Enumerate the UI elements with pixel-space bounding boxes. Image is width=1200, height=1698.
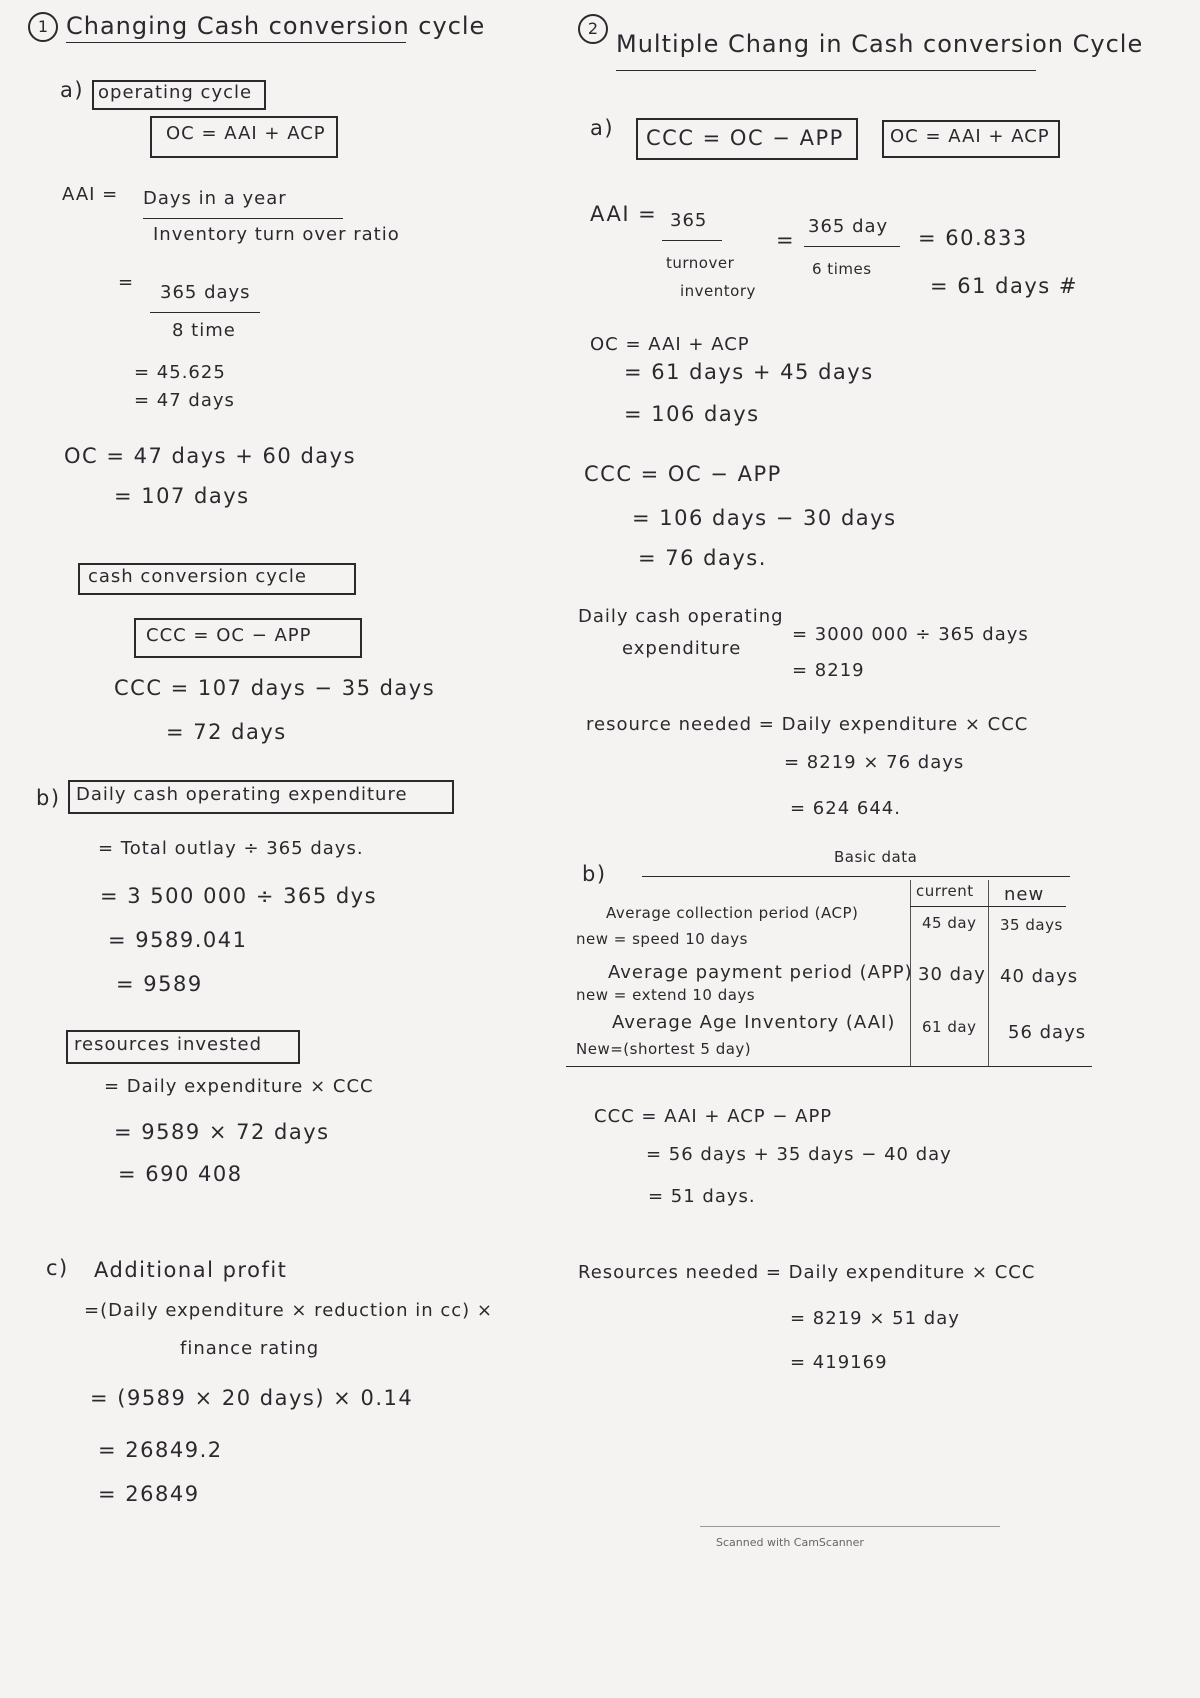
row2-current: 30 day [918,964,986,985]
resources-line-3: = 690 408 [118,1162,243,1186]
oc-calc-line-1: OC = 47 days + 60 days [64,444,357,468]
daily-cash-label-2: expenditure [622,638,742,659]
aai-denominator-2: inventory [680,282,756,300]
daily-cash-label-1: Daily cash operating [578,606,784,627]
ccc-formula: CCC = OC − APP [146,625,312,646]
daily-cash-value-2: = 8219 [792,660,865,681]
aai-label: AAI = [590,202,658,226]
ccc2-line-1: CCC = AAI + ACP − APP [594,1106,833,1127]
resources-line-1: = Daily expenditure × CCC [104,1076,374,1097]
table-top-rule [642,876,1070,877]
right-title: Multiple Chang in Cash conversion Cycle [616,30,1144,58]
part-b-label: b) [36,786,61,810]
question-number-circle [578,14,608,44]
resources-line-2: = 9589 × 72 days [114,1120,330,1144]
equals-sign: = [118,272,135,293]
part-a-label: a) [590,116,615,140]
resource-needed-line-3: = 624 644. [790,798,901,819]
row1-note: new = speed 10 days [576,930,748,948]
ccc-formula: CCC = OC − APP [646,126,844,150]
ccc-calc-line-2: = 72 days [166,720,287,744]
aai-numerator-2: 365 day [808,216,889,237]
question-number: 2 [587,19,599,38]
oc-calc-line-2: = 107 days [114,484,250,508]
daily-expenditure-heading: Daily cash operating expenditure [76,784,408,805]
resources2-line-3: = 419169 [790,1352,888,1373]
oc-calc-line-3: = 106 days [624,402,760,426]
oc-formula: OC = AAI + ACP [166,123,326,144]
col-current-header: current [916,882,974,900]
table-bottom-rule [566,1066,1092,1067]
daily-expenditure-line-4: = 9589 [116,972,203,996]
oc-calc-line-1: OC = AAI + ACP [590,334,750,355]
row3-note: New=(shortest 5 day) [576,1040,752,1058]
aai-result-2: = 47 days [134,390,235,411]
additional-profit-line-5: = 26849 [98,1482,200,1506]
part-a-label: a) [60,78,85,102]
row2-note: new = extend 10 days [576,986,756,1004]
row2-new: 40 days [1000,966,1079,987]
row1-new: 35 days [1000,916,1063,934]
footer-rule [700,1526,1000,1527]
aai-denominator-1: turnover [666,254,735,272]
additional-profit-line-4: = 26849.2 [98,1438,223,1462]
aai-denominator-3: 6 times [812,260,872,278]
days-denominator: 8 time [172,320,236,341]
fraction-bar [150,312,260,313]
table-col-divider [988,880,989,1066]
ccc-calc-line-2: = 106 days − 30 days [632,506,897,530]
additional-profit-line-2: finance rating [180,1338,320,1359]
resources2-line-2: = 8219 × 51 day [790,1308,960,1329]
question-number: 1 [37,17,49,36]
aai-result-1: = 45.625 [134,362,226,383]
resource-needed-line-1: resource needed = Daily expenditure × CCC [586,714,1029,735]
ccc-calc-line-3: = 76 days. [638,546,767,570]
part-b-label: b) [582,862,607,886]
ccc2-line-3: = 51 days. [648,1186,756,1207]
row2-label: Average payment period (APP) [608,962,913,983]
fraction-bar [662,240,722,241]
fraction-bar [143,218,343,219]
aai-numerator: Days in a year [143,188,287,209]
aai-denominator: Inventory turn over ratio [153,224,400,245]
ccc2-line-2: = 56 days + 35 days − 40 day [646,1144,952,1165]
daily-expenditure-line-3: = 9589.041 [108,928,248,952]
row3-label: Average Age Inventory (AAI) [612,1012,896,1033]
row3-new: 56 days [1008,1022,1087,1043]
additional-profit-heading: Additional profit [94,1258,288,1282]
oc-formula: OC = AAI + ACP [890,126,1050,147]
aai-result-2: = 61 days # [930,274,1079,298]
resources-invested-heading: resources invested [74,1034,263,1055]
daily-expenditure-line-1: = Total outlay ÷ 365 days. [98,838,364,859]
title-underline [66,42,406,43]
scanner-watermark: Scanned with CamScanner [716,1536,864,1549]
ccc-calc-line-1: CCC = 107 days − 35 days [114,676,436,700]
basic-data-heading: Basic data [834,848,918,866]
daily-expenditure-line-2: = 3 500 000 ÷ 365 dys [100,884,378,908]
equals-sign: = [776,228,796,252]
left-title: Changing Cash conversion cycle [66,12,486,40]
ccc-calc-line-1: CCC = OC − APP [584,462,782,486]
resources2-line-1: Resources needed = Daily expenditure × CCC [578,1262,1036,1283]
daily-cash-value-1: = 3000 000 ÷ 365 days [792,624,1029,645]
ccc-heading: cash conversion cycle [88,566,307,587]
row1-label: Average collection period (ACP) [606,904,859,922]
row1-current: 45 day [922,914,977,932]
question-number-circle [28,12,58,42]
additional-profit-line-1: =(Daily expenditure × reduction in cc) × [84,1300,493,1321]
resource-needed-line-2: = 8219 × 76 days [784,752,965,773]
oc-calc-line-2: = 61 days + 45 days [624,360,874,384]
col-new-header: new [1004,884,1045,905]
aai-label: AAI = [62,184,119,205]
days-numerator: 365 days [160,282,251,303]
title-underline [616,70,1036,71]
aai-result-1: = 60.833 [918,226,1028,250]
additional-profit-line-3: = (9589 × 20 days) × 0.14 [90,1386,414,1410]
aai-numerator: 365 [670,210,708,231]
table-header-rule [910,906,1066,907]
row3-current: 61 day [922,1018,977,1036]
fraction-bar [804,246,900,247]
operating-cycle-heading: operating cycle [98,82,253,103]
part-c-label: c) [46,1256,69,1280]
